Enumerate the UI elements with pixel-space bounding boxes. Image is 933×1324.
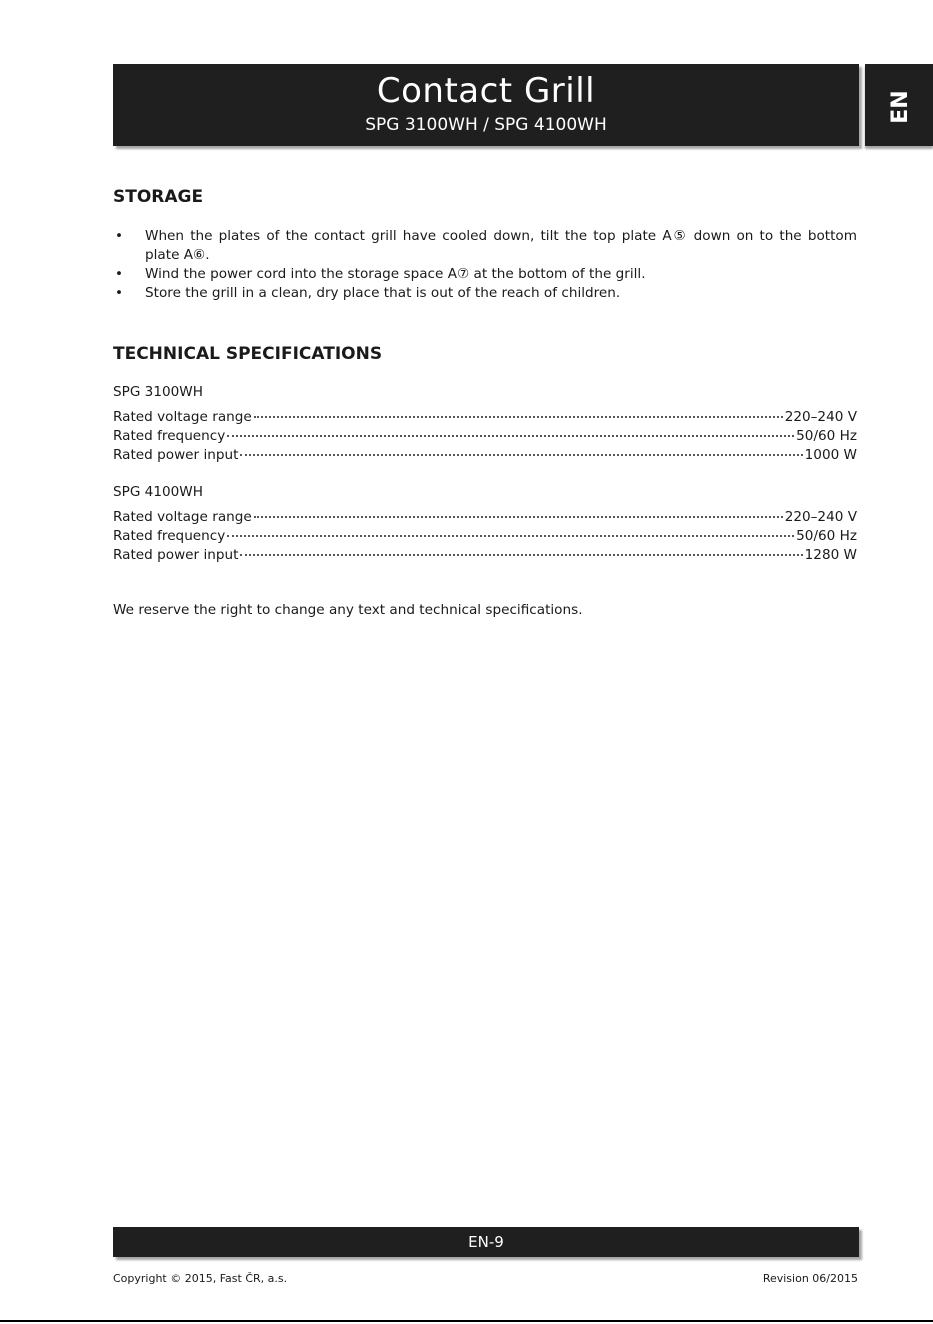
copyright-text: Copyright © 2015, Fast ČR, a.s. bbox=[113, 1272, 288, 1285]
storage-heading: STORAGE bbox=[113, 187, 204, 207]
spec-table bbox=[113, 508, 857, 565]
specs-heading: TECHNICAL SPECIFICATIONS bbox=[113, 344, 383, 364]
spec-table bbox=[113, 408, 857, 465]
spec-row bbox=[113, 427, 857, 446]
storage-item: • Store the grill in a clean, dry place that is out of the reach of children. bbox=[113, 284, 857, 303]
spec-row bbox=[113, 527, 857, 546]
storage-item: • When the plates of the contact grill have cooled down, tilt the top plate A⑤ down on to the bottom plate A⑥. bbox=[113, 227, 857, 265]
spec-label: Rated power input bbox=[113, 547, 239, 563]
dot-leader bbox=[254, 516, 783, 518]
dot-leader bbox=[240, 554, 802, 556]
dot-leader bbox=[240, 454, 802, 456]
spec-value: 1280 W bbox=[804, 547, 857, 563]
spec-model-name: SPG 3100WH bbox=[113, 384, 203, 400]
page-number: EN-9 bbox=[468, 1233, 504, 1251]
spec-row bbox=[113, 446, 857, 465]
language-tab bbox=[865, 64, 933, 146]
spec-row bbox=[113, 508, 857, 527]
spec-row bbox=[113, 408, 857, 427]
spec-label: Rated frequency bbox=[113, 428, 226, 444]
spec-label: Rated frequency bbox=[113, 528, 226, 544]
dot-leader bbox=[227, 535, 794, 537]
language-label: EN bbox=[888, 90, 913, 124]
spec-label: Rated power input bbox=[113, 447, 239, 463]
spec-label: Rated voltage range bbox=[113, 409, 252, 425]
spec-value: 50/60 Hz bbox=[796, 528, 857, 544]
document-title: Contact Grill bbox=[376, 71, 596, 111]
spec-model-name: SPG 4100WH bbox=[113, 484, 203, 500]
revision-text: Revision 06/2015 bbox=[762, 1272, 858, 1285]
dot-leader bbox=[227, 435, 794, 437]
page-number-banner bbox=[113, 1227, 859, 1257]
disclaimer-text: We reserve the right to change any text and technical specifications. bbox=[113, 602, 583, 618]
spec-label: Rated voltage range bbox=[113, 509, 252, 525]
spec-value: 1000 W bbox=[804, 447, 857, 463]
spec-row bbox=[113, 546, 857, 565]
dot-leader bbox=[254, 416, 783, 418]
spec-value: 50/60 Hz bbox=[796, 428, 857, 444]
storage-list bbox=[113, 227, 857, 303]
spec-value: 220–240 V bbox=[784, 509, 857, 525]
model-subtitle: SPG 3100WH / SPG 4100WH bbox=[365, 115, 607, 135]
storage-item: • Wind the power cord into the storage space A⑦ at the bottom of the grill. bbox=[113, 265, 857, 284]
bottom-divider bbox=[0, 1320, 933, 1322]
header-banner bbox=[113, 64, 859, 146]
spec-value: 220–240 V bbox=[784, 409, 857, 425]
